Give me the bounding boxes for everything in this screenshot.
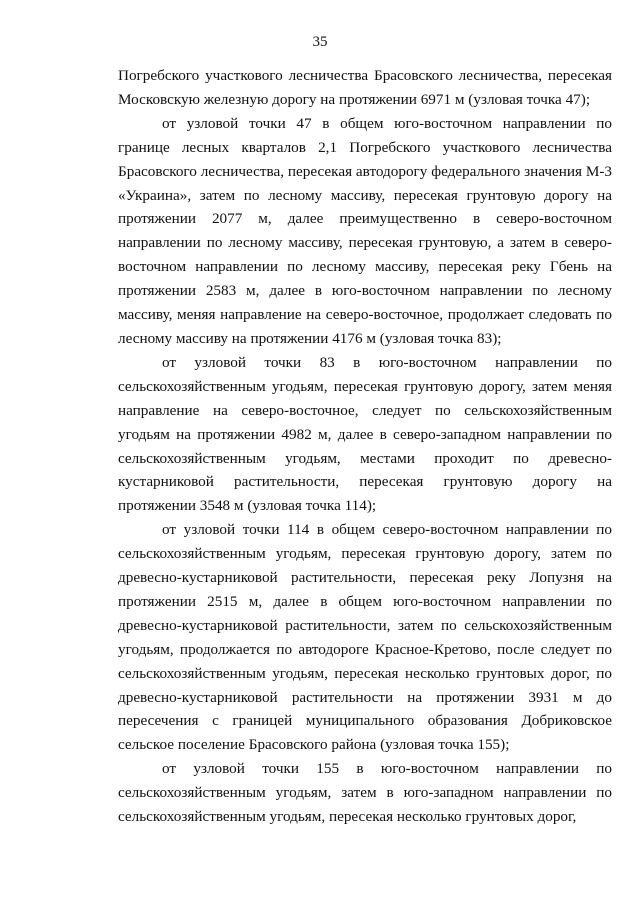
paragraph-4: от узловой точки 114 в общем северо-восточном направлении по сельскохозяйственным угодьям, пересекая грунтовую дорогу, затем по древесно-кустарниковой растительности, пересекая реку Лопузня на протяжении 2515 м, далее в общем юго-восточном направлении по древесно-кустарниковой растительности, затем по сельскохозяйственным угодьям, продолжается по автодороге Красное-Кретово, после следует по сельскохозяйственным угодьям, пересекая несколько грунтовых дорог, по древесно-кустарниковой растительности на протяжении 3931 м до пересечения с границей муниципального образования Добриковское сельское поселение Брасовского района (узловая точка 155); <box>118 521 612 754</box>
paragraph-3: от узловой точки 83 в юго-восточном направлении по сельскохозяйственным угодьям, пересекая грунтовую дорогу, затем меняя направление на северо-восточное, следует по сельскохозяйственным угодьям на протяжении 4982 м, далее в северо-западном направлении по сельскохозяйственным угодьям, местами проходит по древесно-кустарниковой растительности, пересекая грунтовую дорогу на протяжении 3548 м (узловая точка 114); <box>118 353 612 515</box>
paragraph-1: Погребского участкового лесничества Брасовского лесничества, пересекая Московскую железную дорогу на протяжении 6971 м (узловая точка 47); <box>118 67 612 108</box>
body-text <box>118 64 612 829</box>
page-number: 35 <box>312 34 328 50</box>
paragraph-5: от узловой точки 155 в юго-восточном направлении по сельскохозяйственным угодьям, затем в юго-западном направлении по сельскохозяйственным угодьям, пересекая несколько грунтовых дорог, <box>118 760 612 826</box>
paragraph-2: от узловой точки 47 в общем юго-восточном направлении по границе лесных кварталов 2,1 Погребского участкового лесничества Брасовского лесничества, пересекая автодорогу федерального значения М-3 «Украина», затем по лесному массиву, пересекая грунтовую дорогу на протяжении 2077 м, далее преимущественно в северо-восточном направлении по лесному массиву, пересекая грунтовую, а затем в северо-восточном направлении по лесному массиву, пересекая реку Гбень на протяжении 2583 м, далее в юго-восточном направлении по лесному массиву, меняя направление на северо-восточное, продолжает следовать по лесному массиву на протяжении 4176 м (узловая точка 83); <box>118 114 612 347</box>
